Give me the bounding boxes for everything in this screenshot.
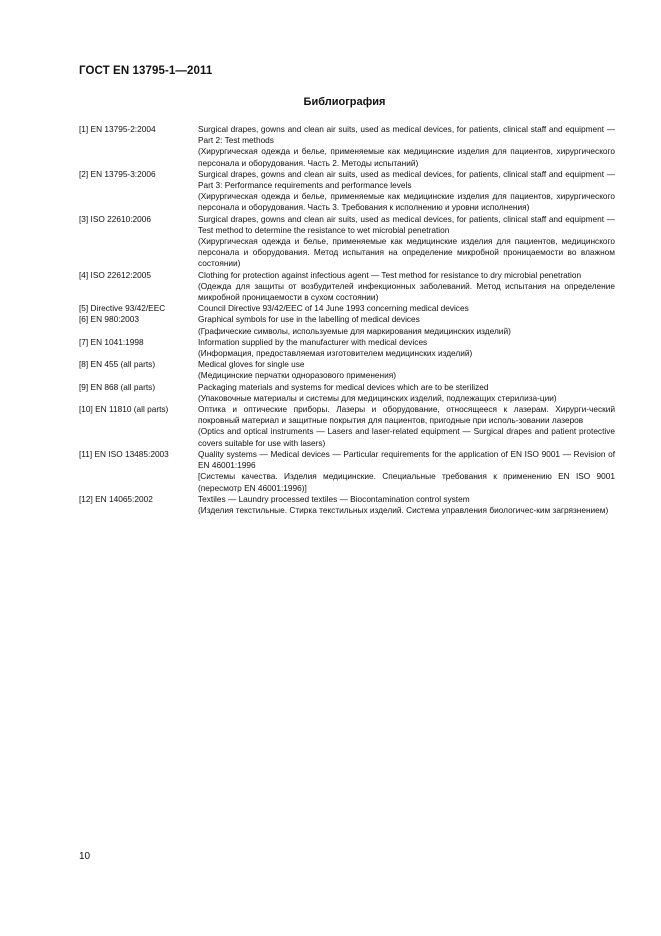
entry-title: Information supplied by the manufacturer with medical devices [198, 336, 428, 347]
entry-title: Surgical drapes, gowns and clean air suits, used as medical devices, for patients, clinical staff and equipment — Part 2: Test methods [198, 124, 615, 146]
entry-ref: [1] EN 13795-2:2004 [79, 124, 156, 134]
entry-description [198, 359, 615, 381]
entry-translation: (Изделия текстильные. Стирка текстильных изделий. Система управления биологичес-ким загрязнением) [198, 504, 609, 515]
entry-description [198, 449, 615, 494]
entry-title: Medical gloves for single use [198, 359, 305, 370]
document-header: ГОСТ EN 13795-1—2011 [79, 65, 213, 77]
bibliography-entry [79, 314, 615, 336]
entry-ref: [4] ISO 22612:2005 [79, 269, 151, 280]
entry-translation: (Хирургическая одежда и белье, применяемые как медицинские изделия для пациентов, хирургического персонала и оборудования. Часть 3. Требования к исполнению и уровни исполнения) [198, 191, 615, 213]
bibliography-entry [79, 449, 615, 494]
entry-translation: (Информация, предоставляемая изготовителем медицинских изделий) [198, 348, 473, 359]
entry-ref: [5] Directive 93/42/EEC [79, 303, 166, 314]
entry-translation: (Упаковочные материалы и системы для медицинских изделий, подлежащих стерилиза-ции) [198, 392, 557, 403]
entry-translation: [Системы качества. Изделия медицинские. Специальные требования к применению EN ISO 9001 (пересмотр EN 46001:1996)] [198, 471, 615, 493]
entry-description [198, 303, 615, 314]
entry-translation: (Медицинские перчатки одноразового применения) [198, 370, 396, 381]
entry-translation: (Optics and optical instruments — Lasers and laser-related equipment — Surgical drapes and patient protective covers suitable for use with lasers) [198, 426, 615, 448]
entry-title: Graphical symbols for use in the labelling of medical devices [198, 314, 420, 325]
entry-title: Surgical drapes, gowns and clean air suits, used as medical devices, for patients, clinical staff and equipment — Test method to determine the resistance to wet microbial penetration [198, 213, 615, 235]
bibliography-entry [79, 382, 615, 404]
entry-description [198, 314, 615, 336]
bibliography-entry [79, 270, 615, 304]
entry-description [198, 124, 615, 169]
entry-title: Surgical drapes, gowns and clean air suits, used as medical devices, for patients, clinical staff and equipment — Part 3: Performance requirements and performance levels [198, 168, 615, 191]
bibliography-entry [79, 214, 615, 270]
entry-ref: [11] EN ISO 13485:2003 [79, 448, 169, 459]
entry-ref: [9] EN 868 (all parts) [79, 381, 156, 392]
section-title [0, 96, 661, 108]
bibliography-entry [79, 124, 615, 169]
bibliography-entry [79, 404, 615, 449]
entry-description [198, 214, 615, 270]
entry-description [198, 494, 615, 516]
entry-translation: (Хирургическая одежда и белье, применяемые как медицинские изделия для пациентов, медицинского персонала и оборудования. Метод испытания на определение микробной проницаемости во влажном состоянии) [198, 236, 615, 269]
entry-translation: (Хирургическая одежда и белье, применяемые как медицинские изделия для пациентов, хирургического персонала и оборудования. Часть 2. Методы испытаний) [198, 146, 615, 168]
entry-translation: (Графические символы, используемые для маркирования медицинских изделий) [198, 325, 511, 336]
bibliography-entry [79, 359, 615, 381]
entry-ref: [2] EN 13795-3:2006 [79, 168, 156, 179]
entry-title: Textiles — Laundry processed textiles — Biocontamination control system [198, 493, 470, 504]
bibliography-entry [79, 169, 615, 214]
entry-description [198, 337, 615, 359]
entry-title: Council Directive 93/42/EEC of 14 June 1993 concerning medical devices [198, 303, 469, 314]
entry-description [198, 382, 615, 404]
bibliography-entry [79, 303, 615, 314]
page-number: 10 [79, 851, 91, 862]
entry-ref: [7] EN 1041:1998 [79, 336, 144, 347]
entry-title: Quality systems — Medical devices — Particular requirements for the application of EN ISO 9001 — Revision of EN 46001:1996 [198, 448, 615, 471]
entry-description [198, 270, 615, 304]
entry-description [198, 404, 615, 449]
entry-ref: [12] EN 14065:2002 [79, 493, 153, 504]
entry-ref: [3] ISO 22610:2006 [79, 213, 151, 224]
entry-ref: [6] EN 980:2003 [79, 314, 139, 325]
entry-title: Packaging materials and systems for medical devices which are to be sterilized [198, 381, 489, 392]
entry-translation: (Одежда для защиты от возбудителей инфекционных заболеваний. Метод испытания на определение микробной проницаемости в сухом состоянии) [198, 280, 615, 303]
bibliography-entry [79, 494, 615, 516]
entry-description [198, 169, 615, 214]
entry-ref: [8] EN 455 (all parts) [79, 359, 156, 370]
section-title-text: Библиография [303, 96, 386, 108]
entry-ref: [10] EN 11810 (all parts) [79, 404, 169, 415]
bibliography-list [79, 124, 615, 516]
bibliography-entry [79, 337, 615, 359]
entry-title: Оптика и оптические приборы. Лазеры и оборудование, относящееся к лазерам. Хирурги-ческий покровный материал и защитные покрытия для пациентов, пригодные при исполь-зовании лазеров [198, 404, 615, 426]
entry-title: Clothing for protection against infectious agent — Test method for resistance to dry microbial penetration [198, 269, 582, 280]
